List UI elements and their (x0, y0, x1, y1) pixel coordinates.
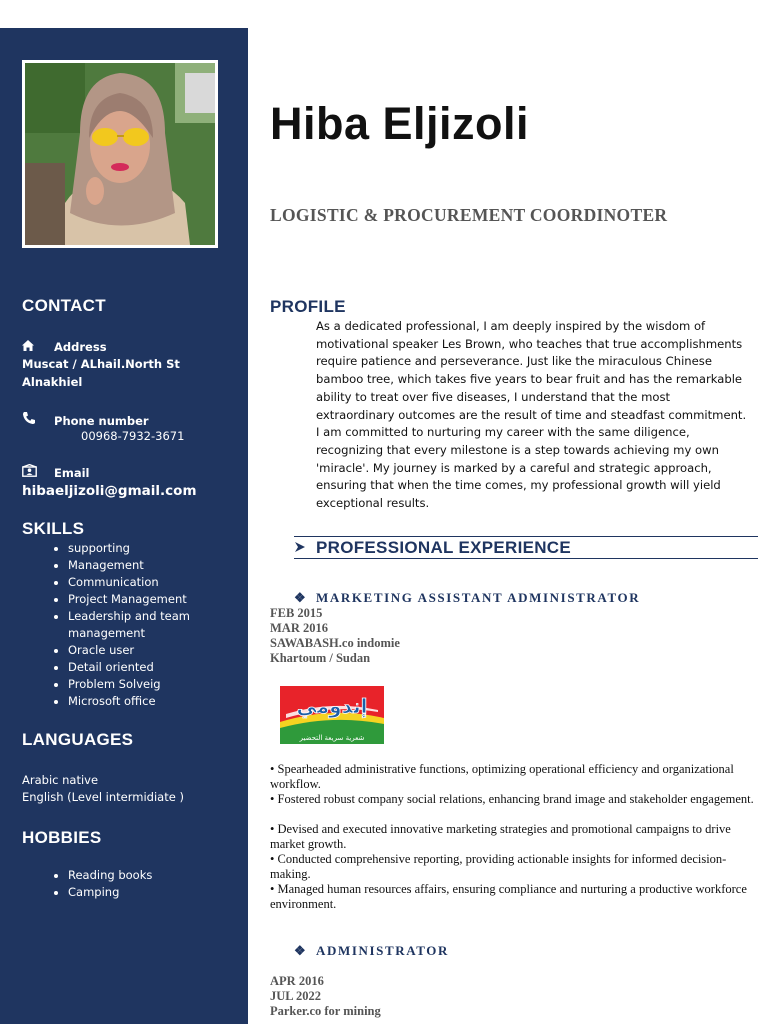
phone-label: Phone number (54, 414, 149, 428)
skill-item: • supporting (68, 540, 238, 557)
phone-row (22, 411, 149, 428)
phone-number: 00968-7932-3671 (81, 429, 185, 443)
language-item: Arabic native (22, 773, 99, 787)
email-address[interactable]: hibaeljizoli@gmail.com (22, 483, 197, 499)
job-bullet: • Spearheaded administrative functions, optimizing operational efficiency and organizational workflow. (270, 762, 734, 791)
job-title-row (294, 590, 640, 606)
profile-heading: PROFILE (270, 297, 346, 316)
hobbies-heading: HOBBIES (22, 828, 102, 847)
contact-heading: CONTACT (22, 296, 106, 315)
languages-heading: LANGUAGES (22, 730, 134, 749)
job-end-date: JUL 2022 (270, 989, 322, 1003)
section-rule-top (294, 536, 758, 537)
diamond-bullet-icon: ❖ (294, 590, 306, 605)
envelope-user-icon (22, 464, 38, 480)
job-title-2: ADMINISTRATOR (316, 943, 450, 958)
candidate-name: Hiba Eljizoli (270, 98, 530, 149)
job-location: Khartoum / Sudan (270, 651, 371, 665)
profile-photo-frame (22, 60, 218, 248)
job-start-date: APR 2016 (270, 974, 324, 988)
email-label: Email (54, 466, 90, 480)
logo-tagline: شعرية سريعة التحضير (299, 734, 365, 742)
home-icon (22, 340, 38, 354)
job-bullet: • Fostered robust company social relations, enhancing brand image and stakeholder engagement. (270, 792, 754, 806)
job-bullet: • Managed human resources affairs, ensuring compliance and nurturing a productive workforce environment. (270, 882, 747, 911)
skill-item: • Detail oriented (68, 659, 238, 676)
job-title-1: MARKETING ASSISTANT ADMINISTRATOR (316, 590, 641, 605)
sidebar (0, 28, 248, 1024)
diamond-bullet-icon: ❖ (294, 943, 306, 958)
section-rule-bottom (294, 558, 758, 559)
indomie-logo (278, 684, 386, 746)
logo-wordmark: إندومي (296, 694, 368, 718)
address-line-1: Muscat / ALhail.North St (22, 357, 180, 371)
address-label: Address (54, 340, 107, 354)
experience-heading-row (294, 538, 571, 558)
job-title: LOGISTIC & PROCUREMENT COORDINOTER (270, 205, 668, 225)
experience-heading: PROFESSIONAL EXPERIENCE (316, 538, 572, 557)
skill-item: • Leadership and team management (68, 608, 198, 642)
skill-item: • Oracle user (68, 642, 238, 659)
address-line-2: Alnakhiel (22, 375, 83, 389)
skill-item: • Problem Solveig (68, 676, 238, 693)
profile-text: As a dedicated professional, I am deeply inspired by the wisdom of motivational speaker Les Brown, who teaches that true accomplishments require patience and perseverance. Just like the miraculous Chinese bamboo tree, which takes five years to bear fruit and has the remarkable ability to treat over five diseases, I understand that the most extraordinary outcomes are the result of time and steadfast commitment. I am committed to nurturing my career with the same diligence, recognizing that every milestone is a step towards achieving my own 'miracle'. My journey is marked by a careful and strategic approach, ensuring that when the time comes, my professional growth will yield exceptional results. (316, 319, 747, 511)
skill-item: • Management (68, 557, 238, 574)
skill-item: • Project Management (68, 591, 238, 608)
job-title-row (294, 943, 449, 959)
hobby-item: • Camping (68, 884, 152, 901)
profile-photo (25, 63, 215, 245)
job-start-date: FEB 2015 (270, 606, 323, 620)
hobbies-list (22, 867, 152, 901)
job-end-date: MAR 2016 (270, 621, 328, 635)
hobby-item: • Reading books (68, 867, 152, 884)
skills-list (22, 540, 238, 710)
job-company: Parker.co for mining (270, 1004, 381, 1018)
skill-item: • Microsoft office (68, 693, 238, 710)
arrow-icon (294, 538, 316, 558)
email-row (22, 464, 90, 480)
job-bullet: • Conducted comprehensive reporting, providing actionable insights for informed decision-making. (270, 852, 727, 881)
language-item: English (Level intermidiate ) (22, 790, 184, 804)
address-row (22, 340, 107, 354)
skill-item: • Communication (68, 574, 238, 591)
skills-heading: SKILLS (22, 519, 85, 538)
job-company: SAWABASH.co indomie (270, 636, 400, 650)
job-bullet: • Devised and executed innovative marketing strategies and promotional campaigns to drive market growth. (270, 822, 731, 851)
phone-icon (22, 411, 38, 428)
